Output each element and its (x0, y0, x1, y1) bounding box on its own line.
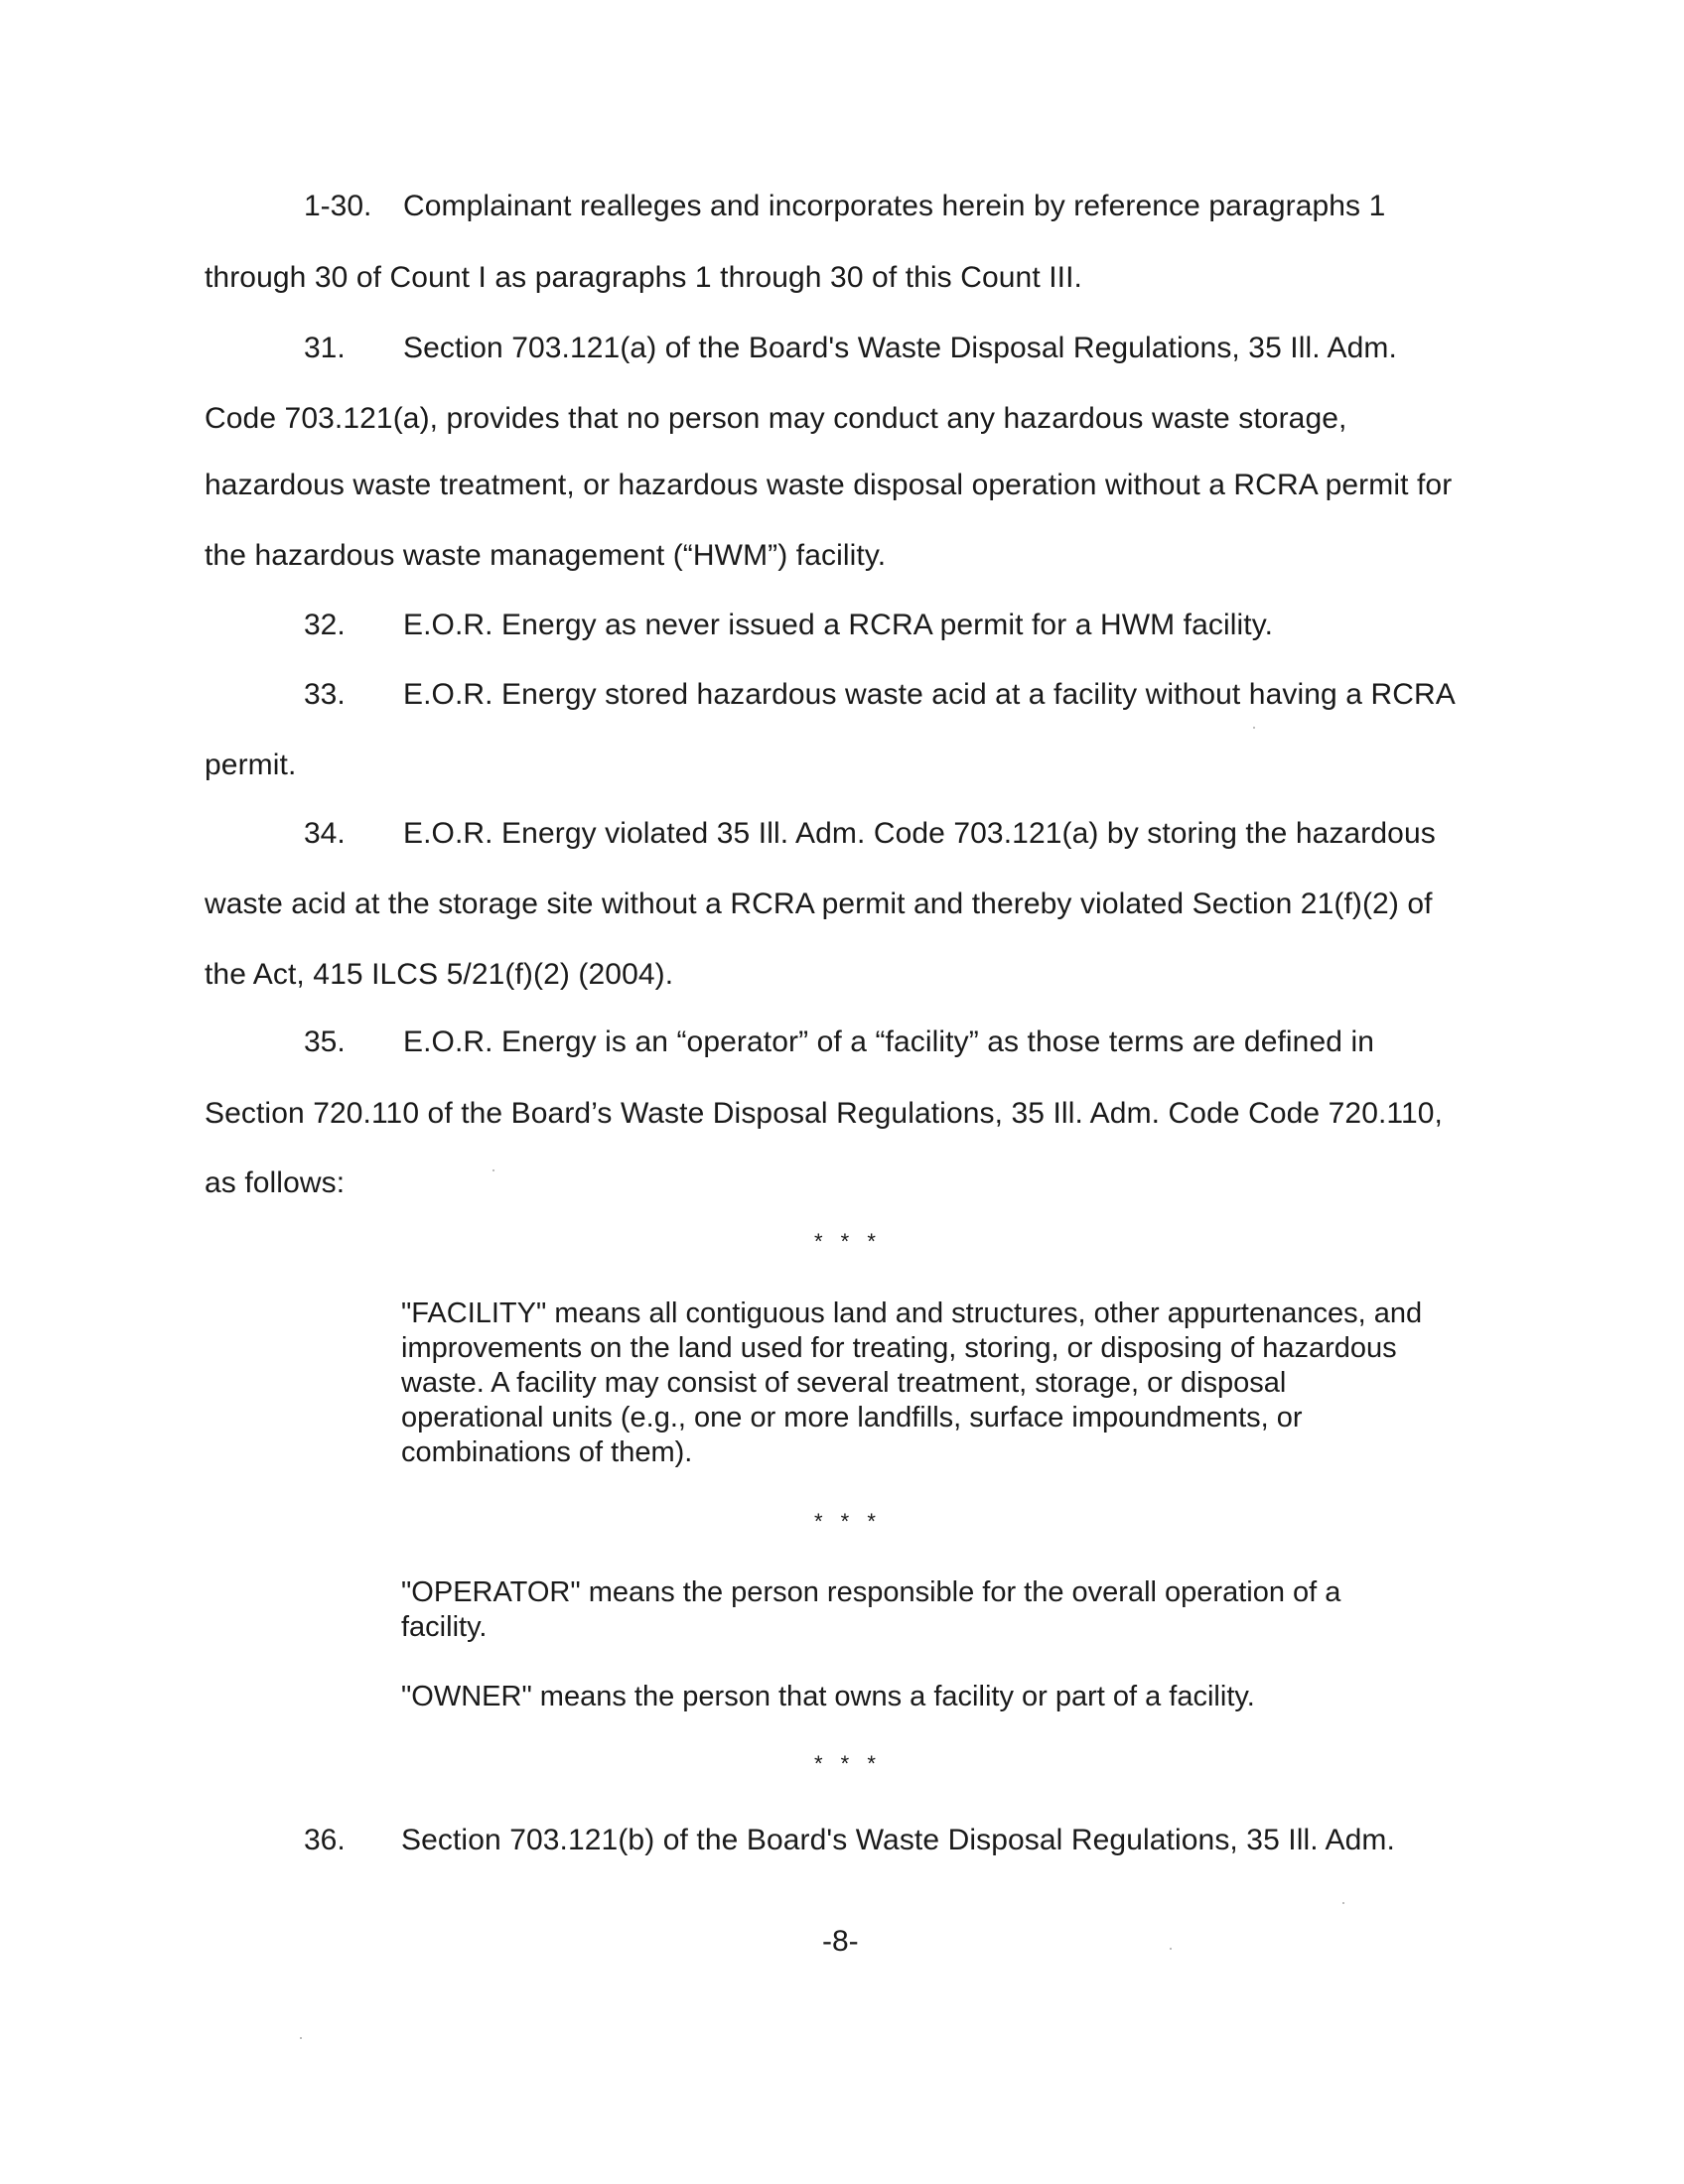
paragraph-number: 35. (304, 1025, 346, 1058)
definition-facility-line: operational units (e.g., one or more landfills, surface impoundments, or (401, 1402, 1303, 1433)
paragraph-text-line: Section 703.121(a) of the Board's Waste Disposal Regulations, 35 Ill. Adm. (403, 332, 1397, 364)
paragraph-text-line: hazardous waste treatment, or hazardous waste disposal operation without a RCRA permit for (205, 469, 1453, 501)
definition-owner-line: "OWNER" means the person that owns a facility or part of a facility. (401, 1681, 1255, 1712)
ellipsis-asterisks: * * * (814, 1509, 882, 1534)
definition-facility-line: waste. A facility may consist of several treatment, storage, or disposal (401, 1367, 1287, 1399)
ellipsis-asterisks: * * * (814, 1751, 882, 1776)
paragraph-number: 33. (304, 678, 346, 711)
scan-speck (1342, 1902, 1344, 1904)
paragraph-text-line: Complainant realleges and incorporates herein by reference paragraphs 1 (403, 190, 1386, 222)
paragraph-text-line: the hazardous waste management (“HWM”) facility. (205, 539, 887, 572)
paragraph-text-line: waste acid at the storage site without a RCRA permit and thereby violated Section 21(f)(2) of (205, 887, 1433, 920)
paragraph-text-line: as follows: (205, 1166, 346, 1199)
paragraph-text-line: permit. (205, 749, 297, 781)
paragraph-text-line: E.O.R. Energy as never issued a RCRA permit for a HWM facility. (403, 609, 1274, 641)
paragraph-text-line: through 30 of Count I as paragraphs 1 through 30 of this Count III. (205, 261, 1082, 294)
page-number: -8- (822, 1925, 859, 1958)
paragraph-text-line: Section 720.110 of the Board’s Waste Disposal Regulations, 35 Ill. Adm. Code Code 720.110, (205, 1097, 1443, 1130)
paragraph-text-line: the Act, 415 ILCS 5/21(f)(2) (2004). (205, 958, 674, 991)
definition-facility-line: improvements on the land used for treating, storing, or disposing of hazardous (401, 1332, 1397, 1364)
paragraph-text-line: E.O.R. Energy stored hazardous waste acid at a facility without having a RCRA (403, 678, 1456, 711)
paragraph-number: 36. (304, 1824, 346, 1856)
paragraph-text-line: E.O.R. Energy violated 35 Ill. Adm. Code 703.121(a) by storing the hazardous (403, 817, 1436, 850)
paragraph-text-line: Section 703.121(b) of the Board's Waste Disposal Regulations, 35 Ill. Adm. (401, 1824, 1395, 1856)
paragraph-number: 1-30. (304, 190, 372, 222)
paragraph-number: 32. (304, 609, 346, 641)
paragraph-number: 31. (304, 332, 346, 364)
definition-operator-line: "OPERATOR" means the person responsible for the overall operation of a (401, 1576, 1341, 1608)
scan-speck (492, 1169, 494, 1171)
scan-speck (1170, 1948, 1172, 1950)
paragraph-text-line: E.O.R. Energy is an “operator” of a “facility” as those terms are defined in (403, 1025, 1375, 1058)
scan-speck (1253, 727, 1255, 729)
paragraph-number: 34. (304, 817, 346, 850)
ellipsis-asterisks: * * * (814, 1229, 882, 1254)
definition-operator-line: facility. (401, 1611, 488, 1643)
scan-speck (300, 2037, 302, 2039)
definition-facility-line: combinations of them). (401, 1436, 693, 1468)
paragraph-text-line: Code 703.121(a), provides that no person may conduct any hazardous waste storage, (205, 402, 1347, 435)
definition-facility-line: "FACILITY" means all contiguous land and structures, other appurtenances, and (401, 1297, 1423, 1329)
